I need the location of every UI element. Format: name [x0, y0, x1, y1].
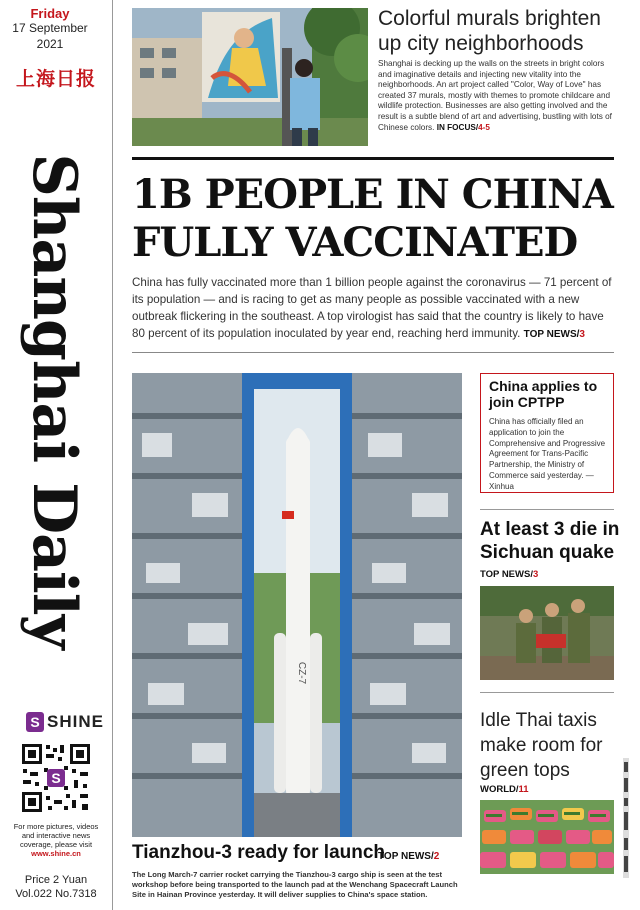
thai-headline[interactable]: Idle Thai taxis make room for green tops — [480, 710, 603, 781]
right-divider-2 — [480, 692, 614, 693]
rocket-label: CZ-7 — [296, 661, 307, 685]
qr-code-icon[interactable] — [20, 742, 92, 814]
side-print-strip — [620, 758, 632, 878]
main-ref-pages: 3 — [579, 329, 585, 340]
promo-message: For more pictures, videos and interactive news coverage, please visit — [13, 822, 99, 849]
issue-date-line1: 17 September — [12, 21, 88, 35]
thai-taxis-photo[interactable] — [480, 800, 614, 874]
quake-photo[interactable] — [480, 586, 614, 680]
cptpp-story-box[interactable] — [480, 373, 614, 493]
rocket-photo[interactable] — [132, 373, 462, 837]
masthead-title: Shanghai Daily — [19, 153, 89, 649]
rocket-ref-section: TOP NEWS/ — [378, 851, 434, 862]
cptpp-headline: China applies to join CPTPP — [489, 378, 598, 410]
chinese-masthead: 上海日报 — [15, 69, 96, 90]
svg-text:S: S — [51, 770, 61, 786]
main-body-text: China has fully vaccinated more than 1 billion people against the coronavirus — 71 percent of its population — and is racing to get as many people as possible vaccinated with a new outbreak flickering in the southeast. A top virologist has said that the country is likely to have 80 percent of its population inoculated by year end, reaching herd immunity. — [132, 276, 612, 340]
rocket-ref-pages: 2 — [433, 851, 440, 862]
rocket-page-ref[interactable] — [378, 851, 439, 862]
promo-text — [8, 822, 104, 858]
issue-price: Price 2 Yuan — [24, 874, 88, 886]
shine-badge-icon: S — [26, 712, 44, 732]
mural-headline[interactable]: Colorful murals brighten up city neighborhoods — [378, 7, 601, 55]
quake-headline[interactable]: At least 3 die in Sichuan quake — [480, 519, 620, 563]
mural-body — [378, 59, 616, 133]
issue-date-line2: 2021 — [36, 37, 64, 51]
masthead-title-wrap — [4, 96, 104, 706]
rocket-headline[interactable]: Tianzhou-3 ready for launch — [132, 842, 386, 863]
mural-ref-pages: 4-5 — [478, 122, 490, 132]
thai-ref-pages: 11 — [518, 784, 529, 795]
rocket-caption: The Long March-7 carrier rocket carrying the Tianzhou-3 cargo ship is seen at the test workshop before being transported to the launch pad at the Wenchang Spacecraft Launch Site in Hainan Province yesterday. It will deliver supplies to China's space station. — [132, 870, 458, 899]
mural-body-text: Shanghai is decking up the walls on the streets in bright colors and imaginative details and injecting new vitality into the neighborhoods. An art project called "Color, Way of Love" has created 37 murals, mostly with themes to promote childcare and wildlife protection. Businesses are also getting involved and the result is a subtle blend of art and advertising, bustling with lots of Chinese colors. — [378, 59, 612, 132]
thai-page-ref[interactable] — [480, 784, 529, 795]
right-divider-1 — [480, 509, 614, 510]
quake-ref-pages: 3 — [532, 569, 539, 580]
mural-ref-section: IN FOCUS/ — [436, 122, 479, 132]
shine-logo[interactable] — [26, 712, 104, 734]
main-headline-line2: FULLY VACCINATED — [132, 219, 578, 266]
shine-logo-text: SHINE — [47, 712, 104, 731]
thai-ref-section: WORLD/ — [480, 784, 519, 795]
cptpp-body: China has officially filed an application to join the Comprehensive and Progressive Agreement for Trans-Pacific Partnership, the Ministry of Commerce said yesterday. — Xinhua — [489, 417, 606, 491]
mural-page-ref[interactable] — [437, 123, 490, 132]
section-divider-thin — [132, 352, 614, 353]
issue-day: Friday — [30, 6, 70, 21]
main-headline-line1: 1B PEOPLE IN CHINA — [132, 171, 613, 218]
quake-page-ref[interactable] — [480, 569, 538, 580]
issue-volume: Vol.022 No.7318 — [15, 888, 97, 900]
mural-photo[interactable] — [132, 8, 368, 146]
promo-url-link[interactable]: www.shine.cn — [31, 849, 81, 858]
quake-ref-section: TOP NEWS/ — [480, 569, 533, 580]
main-headline[interactable] — [132, 171, 622, 267]
masthead-column — [0, 0, 112, 910]
section-divider-thick — [132, 157, 614, 160]
main-body — [132, 274, 614, 343]
masthead-divider — [112, 0, 113, 910]
main-ref-section: TOP NEWS/ — [523, 329, 580, 340]
main-page-ref[interactable] — [524, 329, 585, 340]
